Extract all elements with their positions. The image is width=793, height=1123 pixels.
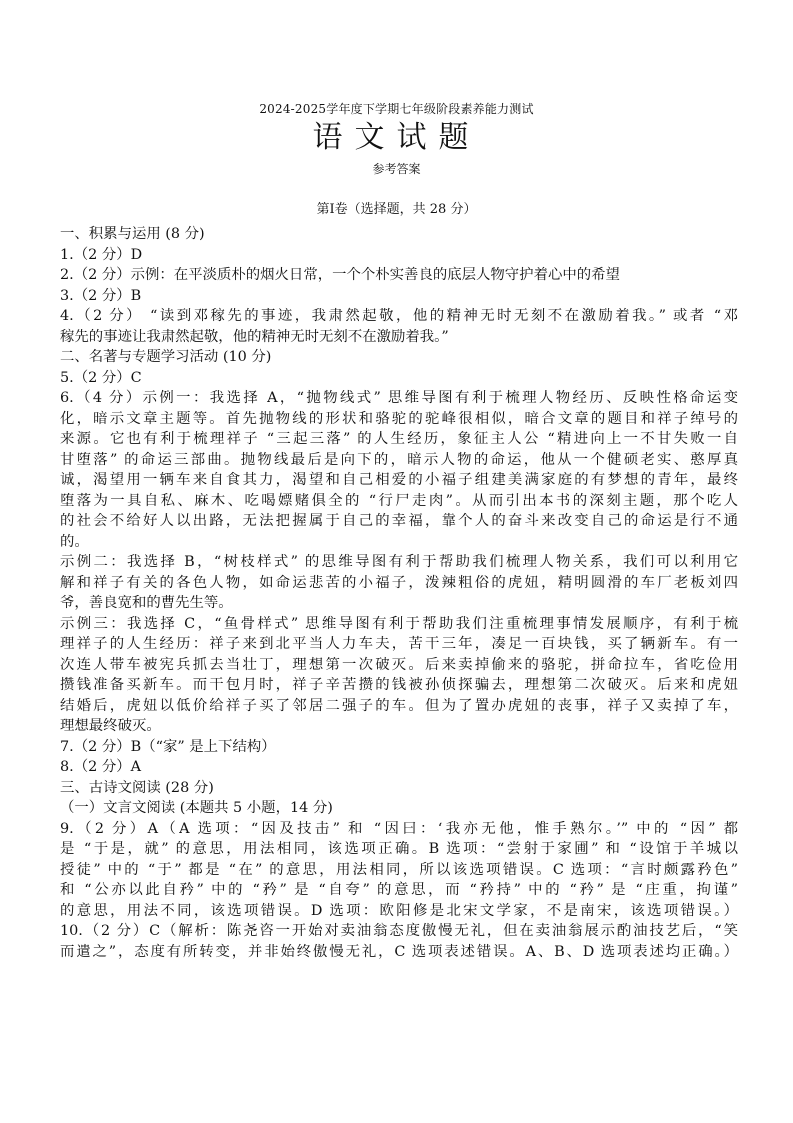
text-line: 结婚后，虎妞以低价给祥子买了邻居二强子的车。但为了置办虎妞的丧事，祥子又卖掉了车， (60, 697, 738, 714)
text-line: 是 “于是，就” 的意思，用法相同，该选项正确。B 选项：“尝射于家圃” 和 “设馆于羊城以 (60, 841, 738, 857)
answer-body (60, 224, 738, 962)
text-line: 理想最终破灭。 (60, 718, 161, 734)
text-line: 攒钱准备买新车。而干包月时，祥子辛苦攒的钱被孙侦探骗去，理想第二次破灭。后来和虎妞 (60, 677, 738, 693)
text-line: 化，暗示文章主题等。首先抛物线的形状和骆驼的驼峰很相似，暗合文章的题目和祥子绰号的 (60, 410, 738, 427)
text-line: 授徒” 中的 “于” 都是 “在” 的意思，用法相同，所以该选项错误。C 选项：“言时颇露矜色” (60, 861, 738, 878)
text-line: 解和祥子有关的各色人物，如命运悲苦的小福子，泼辣粗俗的虎妞，精明圆滑的车厂老板刘四 (60, 574, 738, 591)
text-line: 9.（2 分）A（A 选项：“因及技击” 和 “因曰：‘我亦无他，惟手熟尔。’” 中的 “因” 都 (60, 820, 738, 837)
text-line: 理祥子的人生经历：祥子来到北平当人力车夫，苦干三年，凑足一百块钱，买了辆新车。有一 (60, 636, 738, 652)
text-line: 来源。它也有利于梳理祥子 “三起三落” 的人生经历，象征主人公 “精进向上一不甘失败一自 (60, 431, 738, 447)
text-line: 而遣之”，态度有所转变，并非始终傲慢无礼，C 选项表述错误。A、B、D 选项表述均正确。） (60, 943, 738, 960)
volume-heading: 第Ⅰ卷（选择题，共 28 分） (316, 202, 477, 217)
text-line: 6.（4 分）示例一：我选择 A，“抛物线式” 思维导图有利于梳理人物经历、反映性格命运变 (60, 390, 738, 406)
text-line: 和 “公亦以此自矜” 中的 “矜” 是 “自夸” 的意思，而 “矜持” 中的 “矜” 是 “庄重，拘谨” (60, 882, 738, 898)
text-line: 示例二：我选择 B，“树枝样式” 的思维导图有利于帮助我们梳理人物关系，我们可以利用它 (60, 554, 738, 570)
exam-title: 语文试题 (312, 120, 481, 155)
text-line: 甘堕落” 的命运三部曲。抛物线最后是向下的，暗示人物的命运，他从一个健硕老实、憨厚真 (60, 451, 738, 468)
text-line: 的意思，用法不同，该选项错误。D 选项：欧阳修是北宋文学家，不是南宋，该选项错误。） (60, 902, 738, 919)
text-line: 一、积累与运用 (8 分) (60, 226, 205, 242)
text-line: 诚，渴望用一辆车来自食其力，渴望和自己相爱的小福子组建美满家庭的有梦想的青年，最终 (60, 472, 738, 488)
text-line: 5.（2 分）C (60, 369, 142, 386)
text-line: 次连人带车被宪兵抓去当壮丁，理想第一次破灭。后来卖掉偷来的骆驼，拼命拉车，省吃俭用 (60, 656, 738, 673)
text-line: 三、古诗文阅读 (28 分) (60, 779, 214, 796)
text-line: 堕落为一具自私、麻木、吃喝嫖赌俱全的 “行尸走肉”。从而引出本书的深刻主题，那个吃人 (60, 492, 738, 509)
text-line: 7.（2 分）B（“家” 是上下结构） (60, 738, 276, 755)
text-line: 二、名著与专题学习活动 (10 分) (60, 349, 272, 365)
text-line: 10.（2 分）C（解析：陈尧咨一开始对卖油翁态度傲慢无礼，但在卖油翁展示酌油技艺后，“笑 (60, 923, 738, 939)
text-line: 8.（2 分）A (60, 759, 142, 775)
text-line: 3.（2 分）B (60, 287, 142, 304)
text-line: 爷，善良宽和的曹先生等。 (60, 595, 233, 611)
text-line: 的社会不给好人以出路，无法把握属于自己的幸福，靠个人的奋斗来改变自己的命运是行不通 (60, 513, 738, 529)
exam-subtitle: 2024-2025学年度下学期七年级阶段素养能力测试 (259, 102, 534, 116)
text-line: 1.（2 分）D (60, 246, 143, 263)
text-line: 的。 (60, 533, 89, 550)
text-line: 示例三：我选择 C，“鱼骨样式” 思维导图有利于帮助我们注重梳理事情发展顺序，有利于梳 (60, 615, 738, 632)
text-line: 4.（2 分） “读到邓稼先的事迹，我肃然起敬，他的精神无时无刻不在激励着我。” 或者 “邓 (60, 308, 738, 324)
text-line: 稼先的事迹让我肃然起敬，他的精神无时无刻不在激励着我。” (60, 328, 449, 345)
answer-key-label: 参考答案 (372, 162, 421, 176)
text-line: 2.（2 分）示例：在平淡质朴的烟火日常，一个个朴实善良的底层人物守护着心中的希望 (60, 267, 620, 283)
text-line: （一）文言文阅读 (本题共 5 小题，14 分) (60, 800, 333, 816)
